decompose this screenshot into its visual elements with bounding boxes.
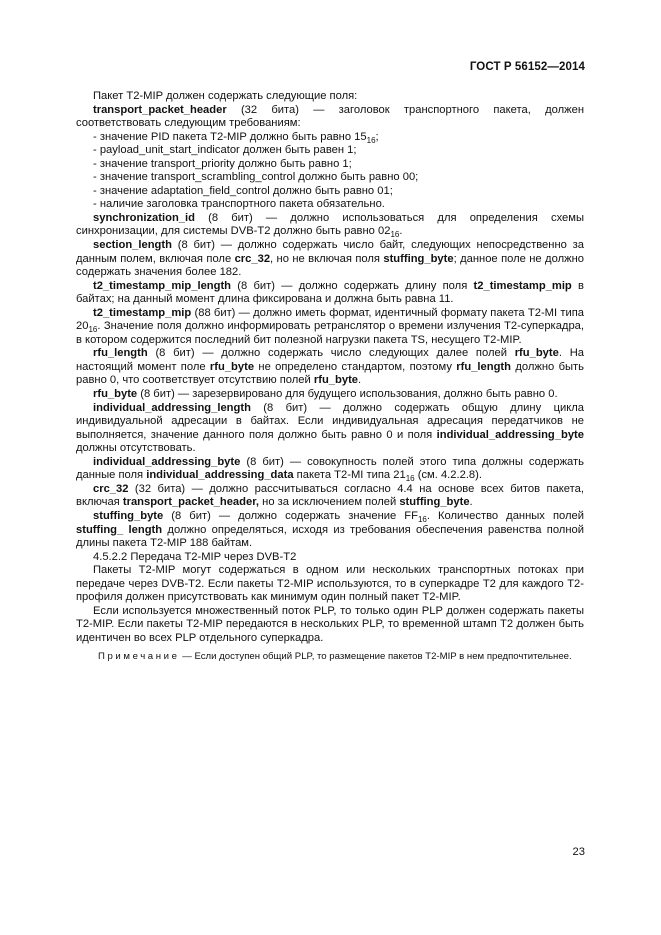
text-run: не определено стандартом, поэтому <box>254 360 457 373</box>
text-run: Пакет T2-MIP должен содержать следующие поля: <box>93 90 358 102</box>
text-run: в байтах; на данный момент длина фиксирована и должна быть равна 11. <box>76 279 584 306</box>
field-name: individual_addressing_length <box>93 401 251 414</box>
paragraph <box>76 171 584 185</box>
paragraph <box>76 158 584 172</box>
text-run: должно быть равно 0, что соответствует отсутствию полей <box>76 360 584 387</box>
field-name: t2_timestamp_mip <box>93 306 192 319</box>
subscript: 16 <box>366 135 376 145</box>
text-run: пакета T2-MI типа 21 <box>293 469 406 482</box>
text-run: Если используется множественный поток PLP, то только один PLP должен содержать пакеты T2-MIP. Если пакеты T2-MIP передаются в нескольких PLP, то временной штамп T2 должен быть идентичен во всех PLP отдельного суперкадра. <box>76 604 584 644</box>
text-run: (8 бит) — должно содержать число байт, следующих непосредственно за данным полем, включая поле <box>76 239 584 265</box>
text-run: . Значение поля должно информировать ретранслятор о времени излучения T2-суперкадра, в котором содержится последний бит полезной нагрузки пакета TS, несущего T2-MIP. <box>76 320 584 346</box>
subscript: 16 <box>417 514 427 524</box>
paragraph <box>76 280 584 307</box>
paragraph <box>76 212 584 239</box>
text-run: (8 бит) — должно содержать значение FF <box>163 509 418 522</box>
field-name: t2_timestamp_mip_length <box>93 279 232 292</box>
text-run: . На настоящий момент поле <box>76 347 584 373</box>
page-header: ГОСТ Р 56152—2014 <box>469 61 585 73</box>
field-name: individual_addressing_byte <box>93 455 241 468</box>
text-run: - значение transport_priority должно быть равно 1; <box>93 157 352 170</box>
field-name: transport_packet_header <box>93 103 227 116</box>
text-run: должны отсутствовать. <box>76 442 196 455</box>
note <box>76 651 584 663</box>
text-run: но за исключением полей <box>259 496 400 509</box>
subscript: 16 <box>390 230 400 240</box>
field-name: rfu_byte <box>313 374 359 387</box>
field-name: individual_addressing_data <box>146 469 294 482</box>
text-run: (8 бит) — должно содержать число следующих далее полей <box>147 347 515 360</box>
text-run: (8 бит) — должно использоваться для определения схемы синхронизации, для системы DVB-T2 должно быть равно 02 <box>76 211 584 238</box>
paragraph <box>76 144 584 158</box>
paragraph <box>76 347 584 388</box>
text-run: - payload_unit_start_indicator должен быть равен 1; <box>93 144 357 157</box>
paragraph <box>76 104 584 131</box>
field-name: crc_32 <box>234 252 271 265</box>
page-number: 23 <box>572 846 585 858</box>
text-run: , но не включая поля <box>270 252 384 265</box>
text-run: (8 бит) — должно содержать общую длину цикла индивидуальной адресации в байтах. Если индивидуальная адресация передатчиков не выполняется, значение данного поля должно быть равно 0 и поля <box>76 401 584 441</box>
note-label: Примечание <box>98 651 180 663</box>
paragraph <box>76 90 584 104</box>
text-run: . <box>358 374 362 387</box>
paragraph <box>76 239 584 280</box>
field-name: rfu_byte <box>514 347 559 360</box>
text-run: ; данное поле не должно содержать значения более 182. <box>76 252 584 279</box>
text-run: Пакеты T2-MIP могут содержаться в одном или нескольких транспортных потоках при передаче через DVB-T2. Если пакеты T2-MIP используются, то в суперкадре T2 для каждого T2-профиля должен присутствовать как минимум один полный пакет T2-MIP. <box>76 564 584 604</box>
field-name: rfu_byte <box>93 388 138 401</box>
field-name: individual_addressing_byte <box>436 428 584 441</box>
text-run: 4.5.2.2 Передача T2-MIP через DVB-T2 <box>93 550 297 563</box>
text-run: (8 бит) — должно содержать длину поля <box>231 279 474 292</box>
paragraph <box>76 388 584 402</box>
field-name: rfu_length <box>93 347 148 360</box>
text-run: - значение transport_scrambling_control должно быть равно 00; <box>93 171 419 184</box>
paragraph <box>76 307 584 348</box>
field-name: rfu_length <box>456 360 511 373</box>
paragraph <box>76 456 584 483</box>
text-run: (32 бита) — заголовок транспортного пакета, должен соответствовать следующим требованиям: <box>76 103 584 130</box>
text-run: - значение adaptation_field_control должно быть равно 01; <box>93 184 393 197</box>
field-name: section_length <box>93 239 172 252</box>
text-run: - наличие заголовка транспортного пакета обязательно. <box>93 198 385 211</box>
paragraph <box>76 510 584 551</box>
text-run: - значение PID пакета T2-MIP должно быть равно 15 <box>93 130 367 143</box>
text-run: (8 бит) — совокупность полей этого типа должны содержать данные поля <box>76 455 584 482</box>
field-name: crc_32 <box>93 482 129 495</box>
text-run: . <box>399 225 403 238</box>
paragraph <box>76 185 584 199</box>
subscript: 16 <box>88 325 98 335</box>
paragraph <box>76 198 584 212</box>
text-run: (8 бит) — зарезервировано для будущего использования, должно быть равно 0. <box>137 388 558 401</box>
text-run: (32 бита) — должно рассчитываться согласно 4.4 на основе всех битов пакета, включая <box>76 482 584 509</box>
text-run: (88 бит) — должно иметь формат, идентичный формату пакета T2-MI типа 20 <box>76 306 584 333</box>
paragraph <box>76 402 584 456</box>
paragraph <box>76 605 584 646</box>
text-run: . <box>469 496 473 509</box>
text-run: должно определяться, исходя из требования обеспечения равенства полной длины пакета T2-MIP 188 байтам. <box>76 523 584 550</box>
text-run: . Количество данных полей <box>426 509 584 522</box>
field-name: stuffing_byte <box>383 252 454 265</box>
field-name: transport_packet_header, <box>122 496 260 509</box>
paragraph <box>76 131 584 145</box>
field-name: stuffing_byte <box>399 496 470 509</box>
text-run: ; <box>375 130 379 143</box>
field-name: stuffing_ length <box>76 523 163 536</box>
note-text: — Если доступен общий PLP, то размещение пакетов T2-MIP в нем предпочтительнее. <box>179 651 572 663</box>
field-name: t2_timestamp_mip <box>473 279 572 292</box>
paragraph <box>76 564 584 605</box>
field-name: synchronization_id <box>93 211 195 224</box>
subscript: 16 <box>405 474 415 484</box>
field-name: stuffing_byte <box>93 509 164 522</box>
paragraph <box>76 483 584 510</box>
document-body <box>76 90 584 663</box>
field-name: rfu_byte <box>209 360 255 373</box>
text-run: (см. 4.2.2.8). <box>414 469 482 482</box>
paragraph <box>76 551 584 565</box>
